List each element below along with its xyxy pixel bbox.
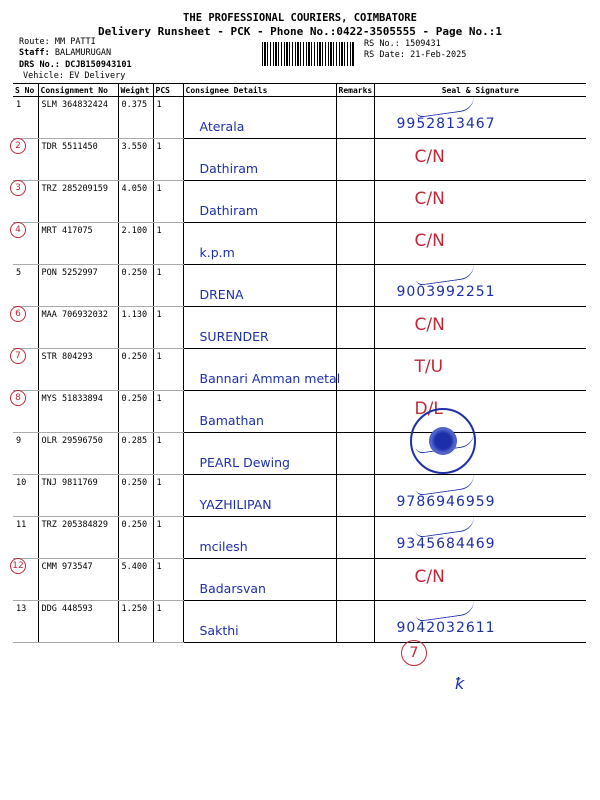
cell-sno — [13, 349, 38, 391]
cell-consignment-no: CMM 973547 — [38, 559, 118, 601]
cell-pcs: 1 — [153, 517, 183, 559]
cell-consignee — [183, 559, 336, 601]
cell-consignment-no: MYS 51833894 — [38, 391, 118, 433]
staff-value: BALAMURUGAN — [54, 48, 112, 58]
cell-signature — [374, 559, 586, 601]
handwritten-status-mark: T/U — [414, 357, 444, 377]
cell-consignee — [183, 517, 336, 559]
table-row — [13, 391, 586, 433]
col-header-signature: Seal & Signature — [374, 84, 586, 97]
cell-weight: 0.250 — [118, 475, 153, 517]
handwritten-phone-number: 9003992251 — [396, 284, 496, 300]
cell-weight: 0.375 — [118, 97, 153, 139]
cell-sno — [13, 223, 38, 265]
cell-consignee — [183, 433, 336, 475]
circled-sno-mark: 4 — [10, 222, 26, 238]
cell-consignment-no: TRZ 205384829 — [38, 517, 118, 559]
cell-sno — [13, 517, 38, 559]
handwritten-consignee-name: Badarsvan — [199, 581, 266, 596]
cell-sno — [13, 601, 38, 643]
table-row — [13, 349, 586, 391]
cell-pcs: 1 — [153, 601, 183, 643]
cell-pcs: 1 — [153, 433, 183, 475]
cell-weight: 0.250 — [118, 517, 153, 559]
seal-emblem — [429, 427, 457, 455]
cell-consignee — [183, 307, 336, 349]
cell-remarks — [336, 97, 374, 139]
handwritten-consignee-name: Bannari Amman metal — [199, 371, 341, 386]
cell-signature — [374, 391, 586, 433]
handwritten-status-mark: C/N — [414, 567, 445, 587]
cell-weight: 0.285 — [118, 433, 153, 475]
cell-consignment-no: TRZ 285209159 — [38, 181, 118, 223]
cell-weight: 0.250 — [118, 265, 153, 307]
sno-text: 13 — [16, 604, 27, 614]
signature-scribble — [414, 95, 476, 118]
drs-value: DCJB150943101 — [65, 60, 132, 70]
cell-weight: 1.250 — [118, 601, 153, 643]
cell-signature — [374, 181, 586, 223]
route-line — [19, 37, 96, 48]
handwritten-phone-number: 9042032611 — [396, 620, 496, 636]
handwritten-consignee-name: Dathiram — [199, 161, 259, 176]
cell-pcs: 1 — [153, 349, 183, 391]
handwritten-consignee-name: YAZHILIPAN — [199, 497, 272, 512]
cell-remarks — [336, 349, 374, 391]
handwritten-consignee-name: Bamathan — [199, 413, 264, 428]
cell-pcs: 1 — [153, 139, 183, 181]
cell-weight: 4.050 — [118, 181, 153, 223]
handwritten-consignee-name: Sakthi — [199, 623, 239, 638]
handwritten-consignee-name: k.p.m — [199, 245, 235, 260]
handwritten-consignee-name: Aterala — [199, 119, 245, 134]
table-row — [13, 265, 586, 307]
cell-remarks — [336, 433, 374, 475]
cell-remarks — [336, 475, 374, 517]
cell-sno — [13, 307, 38, 349]
cell-signature — [374, 97, 586, 139]
handwritten-status-mark: C/N — [414, 231, 445, 251]
handwritten-status-mark: C/N — [414, 147, 445, 167]
company-title: THE PROFESSIONAL COURIERS, COIMBATORE — [183, 12, 417, 24]
cell-pcs: 1 — [153, 475, 183, 517]
cell-remarks — [336, 223, 374, 265]
handwritten-consignee-name: mcilesh — [199, 539, 248, 554]
sno-text: 5 — [16, 268, 22, 278]
handwritten-consignee-name: DRENA — [199, 287, 244, 302]
cell-consignment-no: TNJ 9811769 — [38, 475, 118, 517]
route-label: Route: — [19, 37, 50, 47]
cell-signature — [374, 517, 586, 559]
table-row — [13, 97, 586, 139]
cell-sno — [13, 265, 38, 307]
cell-consignee — [183, 139, 336, 181]
cell-weight: 1.130 — [118, 307, 153, 349]
route-value: MM PATTI — [54, 37, 96, 47]
handwritten-consignee-name: Dathiram — [199, 203, 259, 218]
rs-date-label: RS Date: — [364, 50, 405, 60]
table-row — [13, 223, 586, 265]
table-row — [13, 433, 586, 475]
cell-pcs: 1 — [153, 307, 183, 349]
cell-signature — [374, 139, 586, 181]
table-row — [13, 601, 586, 643]
sno-text: 11 — [16, 520, 27, 530]
vehicle-label: Vehicle: — [23, 71, 64, 81]
cell-pcs: 1 — [153, 559, 183, 601]
cell-weight: 3.550 — [118, 139, 153, 181]
cell-consignee — [183, 181, 336, 223]
table-row — [13, 181, 586, 223]
cell-consignee — [183, 475, 336, 517]
cell-weight: 2.100 — [118, 223, 153, 265]
cell-consignee — [183, 391, 336, 433]
cell-weight: 0.250 — [118, 349, 153, 391]
cell-remarks — [336, 601, 374, 643]
col-header-weight: Weight — [118, 84, 153, 97]
col-header-pcs: PCS — [153, 84, 183, 97]
cell-consignee — [183, 97, 336, 139]
cell-signature — [374, 475, 586, 517]
table-row — [13, 475, 586, 517]
cell-remarks — [336, 391, 374, 433]
cell-signature — [374, 349, 586, 391]
rs-date-line — [364, 50, 466, 61]
rs-date-value: 21-Feb-2025 — [410, 50, 467, 60]
table-row — [13, 139, 586, 181]
rs-no-label: RS No.: — [364, 39, 400, 49]
cell-signature — [374, 307, 586, 349]
cell-weight: 5.400 — [118, 559, 153, 601]
cell-consignee — [183, 601, 336, 643]
handwritten-status-mark: C/N — [414, 315, 445, 335]
cell-remarks — [336, 559, 374, 601]
cell-pcs: 1 — [153, 181, 183, 223]
handwritten-initials: ꝁ — [455, 674, 465, 693]
cell-signature — [374, 433, 586, 475]
cell-consignment-no: MRT 417075 — [38, 223, 118, 265]
cell-sno — [13, 97, 38, 139]
sno-text: 9 — [16, 436, 22, 446]
cell-consignment-no: OLR 29596750 — [38, 433, 118, 475]
col-header-sno: S No — [13, 84, 38, 97]
staff-line — [19, 48, 111, 59]
cell-remarks — [336, 265, 374, 307]
cell-consignment-no: MAA 706932032 — [38, 307, 118, 349]
table-row — [13, 517, 586, 559]
cell-sno — [13, 139, 38, 181]
circled-sno-mark: 8 — [10, 390, 26, 406]
table-header-row — [13, 84, 586, 97]
cell-remarks — [336, 307, 374, 349]
signature-scribble — [414, 515, 476, 538]
handwritten-status-mark: C/N — [414, 189, 445, 209]
cell-sno — [13, 391, 38, 433]
cell-consignee — [183, 223, 336, 265]
cell-signature — [374, 265, 586, 307]
runsheet-table — [13, 83, 586, 643]
cell-remarks — [336, 517, 374, 559]
circled-total-count: 7 — [401, 640, 427, 666]
cell-sno — [13, 475, 38, 517]
drs-line — [19, 60, 132, 71]
table-row — [13, 307, 586, 349]
handwritten-phone-number: 9786946959 — [396, 494, 496, 510]
sno-text: 10 — [16, 478, 27, 488]
cell-pcs: 1 — [153, 391, 183, 433]
cell-sno — [13, 433, 38, 475]
signature-scribble — [414, 599, 476, 622]
staff-label: Staff: — [19, 48, 50, 58]
handwritten-phone-number: 9345684469 — [396, 536, 496, 552]
table-row — [13, 559, 586, 601]
cell-pcs: 1 — [153, 97, 183, 139]
barcode — [262, 42, 354, 66]
cell-consignment-no: DDG 448593 — [38, 601, 118, 643]
vehicle-value: EV Delivery — [69, 71, 126, 81]
col-header-remarks: Remarks — [336, 84, 374, 97]
signature-scribble — [414, 473, 476, 496]
circled-sno-mark: 12 — [10, 558, 26, 574]
cell-consignment-no: PON 5252997 — [38, 265, 118, 307]
handwritten-consignee-name: PEARL Dewing — [199, 455, 290, 470]
col-header-consignment: Consignment No — [38, 84, 118, 97]
circled-sno-mark: 3 — [10, 180, 26, 196]
cell-sno — [13, 559, 38, 601]
cell-consignment-no: STR 804293 — [38, 349, 118, 391]
drs-label: DRS No.: — [19, 60, 60, 70]
cell-consignment-no: TDR 5511450 — [38, 139, 118, 181]
cell-signature — [374, 223, 586, 265]
cell-remarks — [336, 181, 374, 223]
handwritten-consignee-name: SURENDER — [199, 329, 269, 344]
cell-consignment-no: SLM 364832424 — [38, 97, 118, 139]
cell-signature — [374, 601, 586, 643]
signature-scribble — [414, 263, 476, 286]
circled-sno-mark: 2 — [10, 138, 26, 154]
vehicle-line — [23, 71, 125, 82]
handwritten-phone-number: 9952813467 — [396, 116, 496, 132]
circled-sno-mark: 7 — [10, 348, 26, 364]
circled-sno-mark: 6 — [10, 306, 26, 322]
rs-no-value: 1509431 — [404, 39, 441, 49]
cell-pcs: 1 — [153, 265, 183, 307]
cell-sno — [13, 181, 38, 223]
cell-remarks — [336, 139, 374, 181]
col-header-consignee: Consignee Details — [183, 84, 336, 97]
rs-no-line — [364, 39, 441, 50]
runsheet-subtitle: Delivery Runsheet - PCK - Phone No.:0422-3505555 - Page No.:1 — [98, 25, 502, 38]
cell-consignee — [183, 349, 341, 391]
sno-text: 1 — [16, 100, 22, 110]
cell-weight: 0.250 — [118, 391, 153, 433]
cell-pcs: 1 — [153, 223, 183, 265]
handwritten-status-mark: D/L — [414, 399, 443, 419]
cell-consignee — [183, 265, 336, 307]
company-seal-stamp — [410, 408, 476, 474]
